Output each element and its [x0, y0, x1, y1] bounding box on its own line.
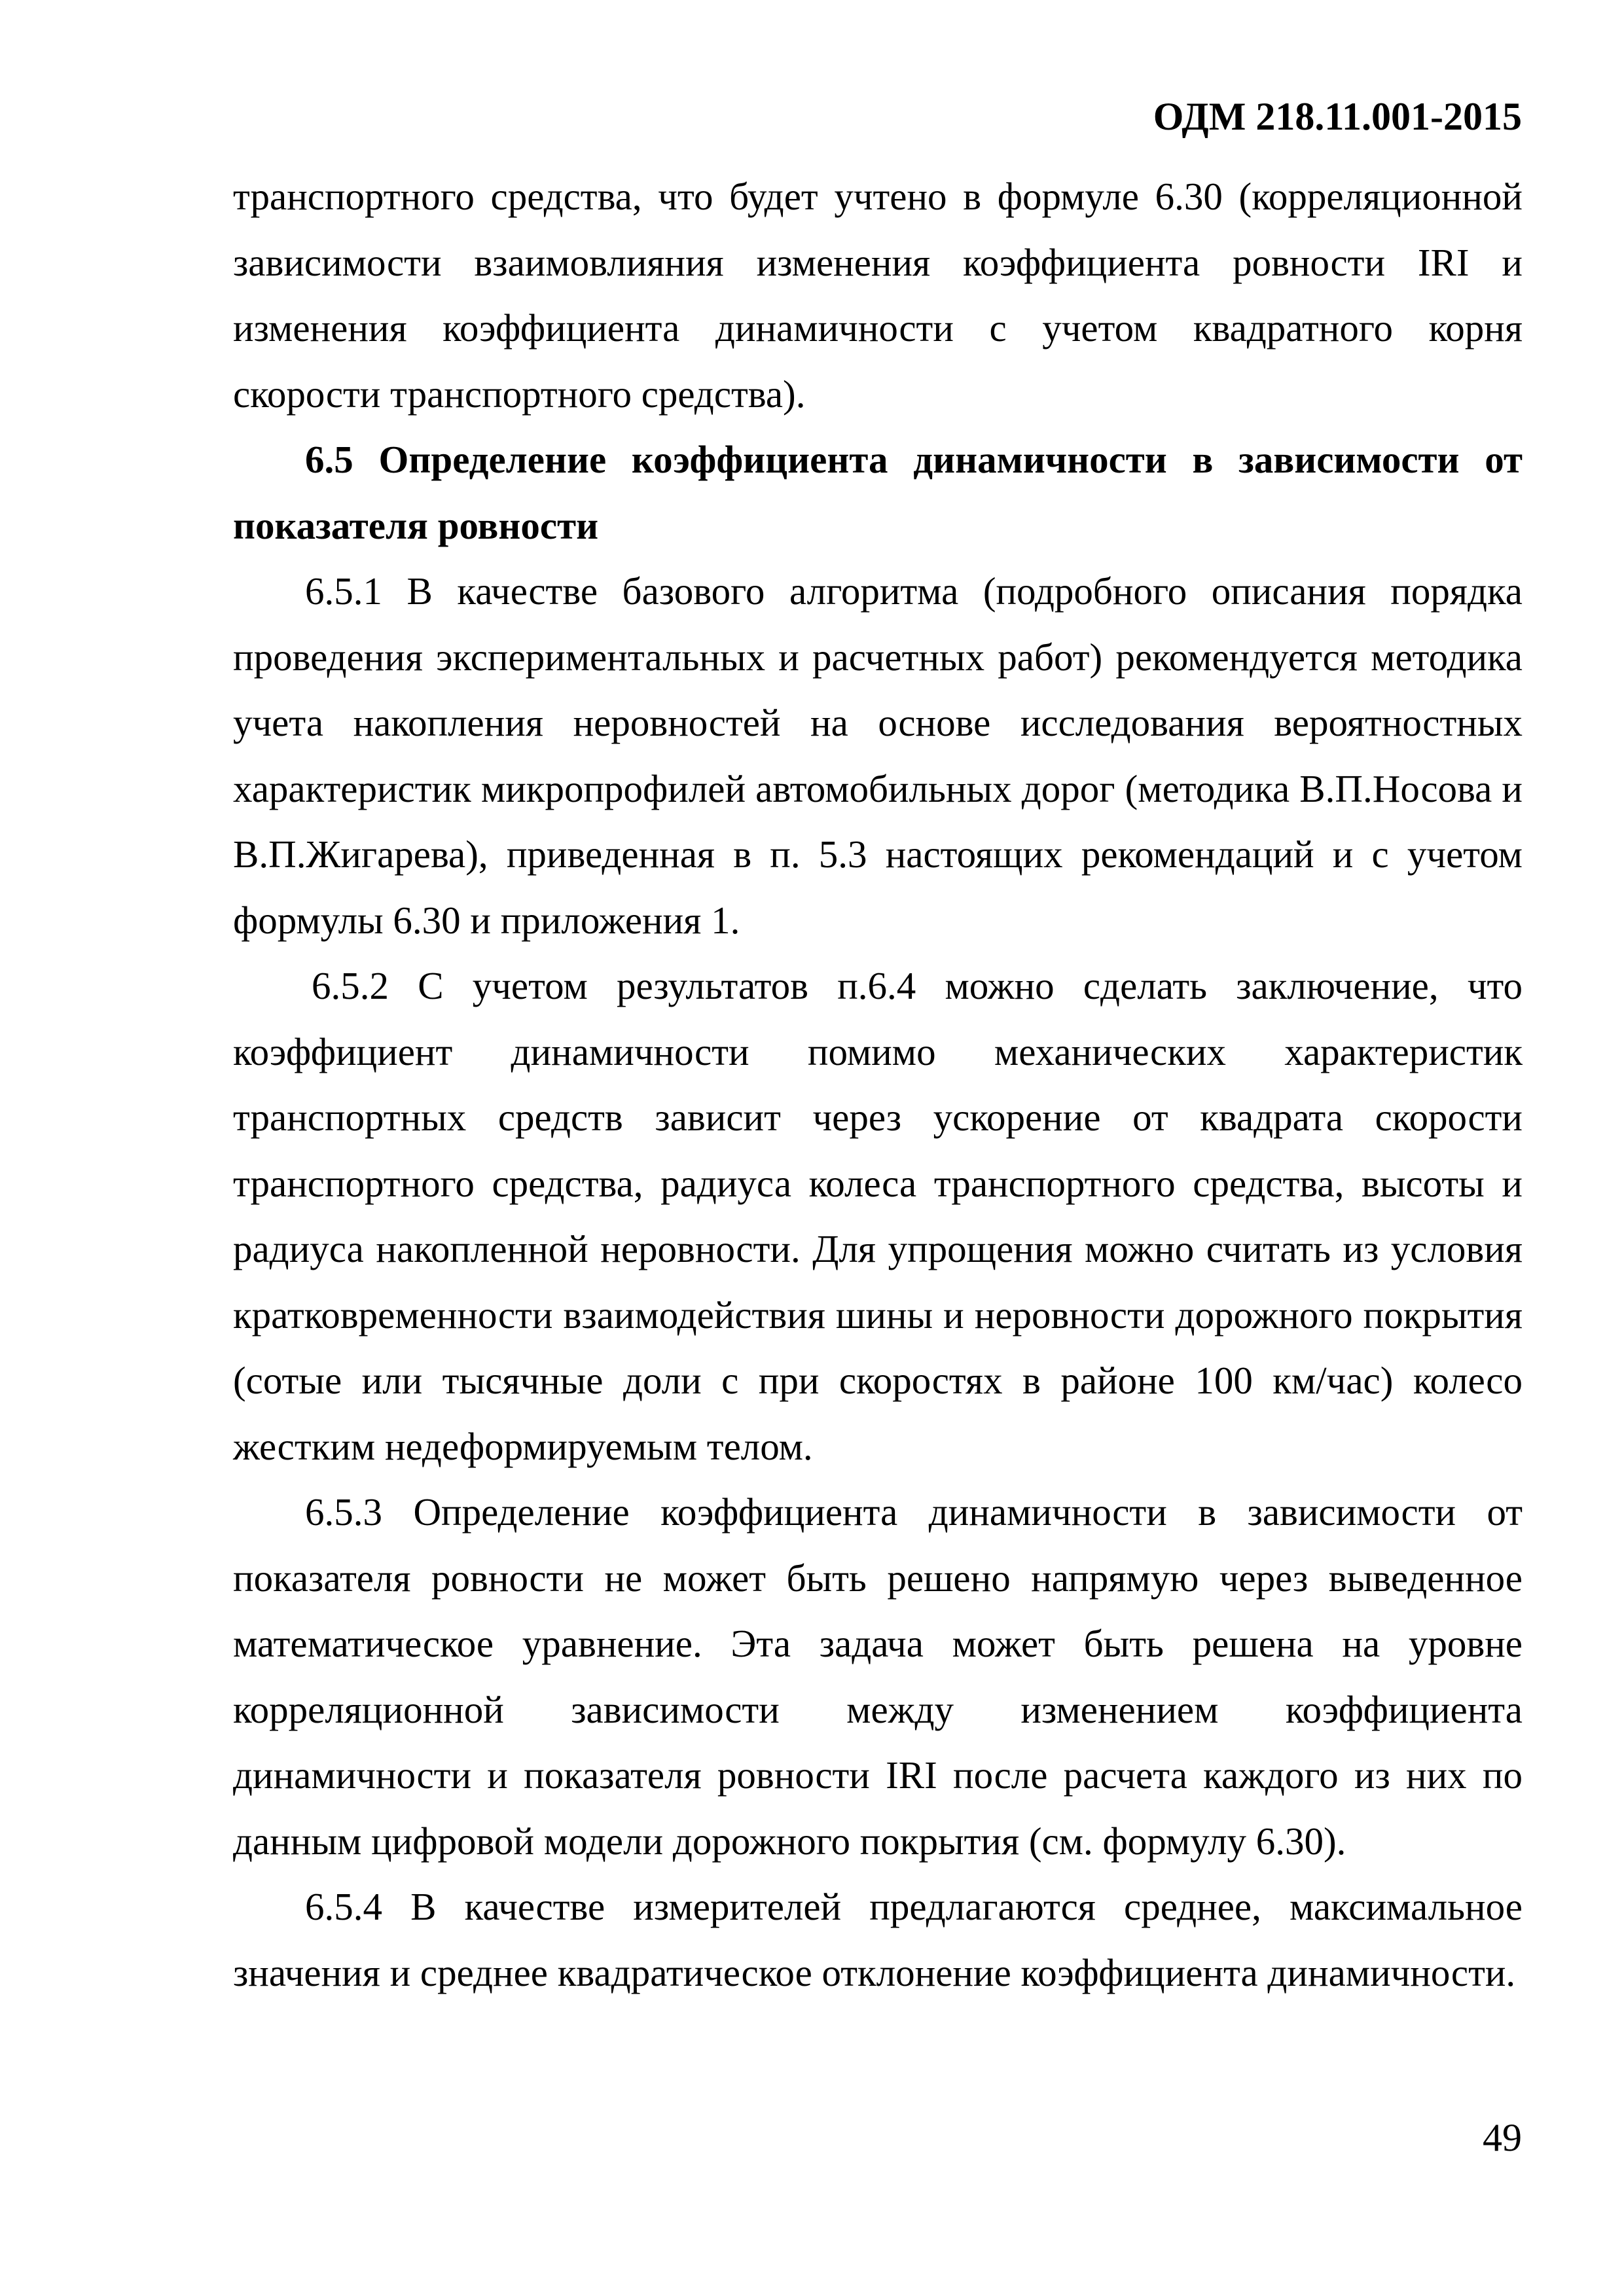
paragraph-6-5-1: 6.5.1 В качестве базового алгоритма (подробного описания порядка проведения экспериментальных и расчетных работ) рекомендуется методика учета накопления неровностей на основе исследования вероятностных характеристик микропрофилей автомобильных дорог (методика В.П.Носова и В.П.Жигарева), приведенная в п. 5.3 настоящих рекомендаций и с учетом формулы 6.30 и приложения 1. — [233, 569, 1523, 942]
paragraph-6-5-2: 6.5.2 С учетом результатов п.6.4 можно сделать заключение, что коэффициент динамичности помимо механических характеристик транспортных средств зависит через ускорение от квадрата скорости транспортного средства, радиуса колеса транспортного средства, высоты и радиуса накопленной неровности. Для упрощения можно считать из условия кратковременности взаимодействия шины и неровности дорожного покрытия (сотые или тысячные доли с при скоростях в районе 100 км/час) колесо жестким недеформируемым телом. — [233, 964, 1523, 1468]
document-code-header: ОДМ 218.11.001-2015 — [1153, 95, 1522, 138]
paragraph-6-5-3: 6.5.3 Определение коэффициента динамичности в зависимости от показателя ровности не может быть решено напрямую через выведенное математическое уравнение. Эта задача может быть решена на уровне корреляционной зависимости между изменением коэффициента динамичности и показателя ровности IRI после расчета каждого из них по данным цифровой модели дорожного покрытия (см. формулу 6.30). — [233, 1490, 1523, 1863]
document-body — [233, 164, 1523, 2005]
intro-paragraph: транспортного средства, что будет учтено в формуле 6.30 (корреляционной зависимости взаимовлияния изменения коэффициента ровности IRI и изменения коэффициента динамичности с учетом квадратного корня скорости транспортного средства). — [233, 175, 1523, 416]
paragraph-6-5-4: 6.5.4 В качестве измерителей предлагаются среднее, максимальное значения и среднее квадратическое отклонение коэффициента динамичности. — [233, 1885, 1523, 1994]
page-number: 49 — [1483, 2116, 1522, 2159]
section-heading-6-5: 6.5 Определение коэффициента динамичности в зависимости от показателя ровности — [233, 438, 1523, 547]
